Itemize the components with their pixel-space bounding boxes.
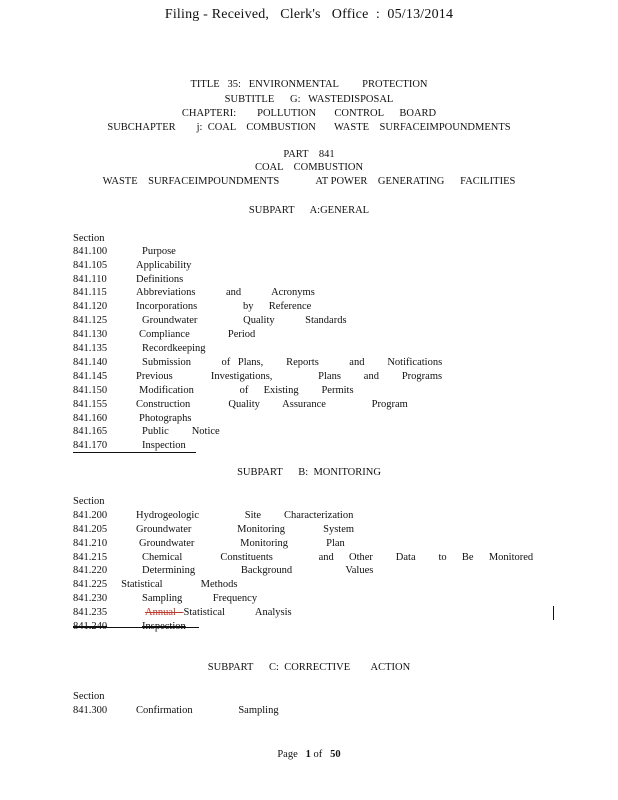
section-title: Purpose [142, 246, 176, 257]
section-number: 841.210 [73, 538, 108, 549]
text-cursor [553, 606, 554, 620]
page-indicator [0, 749, 618, 761]
section-title: Groundwater Monitoring Plan [139, 538, 345, 549]
section-number: 841.110 [73, 274, 107, 285]
section-title: Groundwater Monitoring System [136, 524, 355, 535]
section-number: 841.230 [73, 593, 108, 604]
section-number: 841.115 [73, 287, 107, 298]
section-number: 841.135 [73, 343, 108, 354]
filing-header: Filing - Received, Clerk's Office : 05/13/2014 [164, 7, 454, 22]
subpart-b-heading: SUBPART B: MONITORING [237, 467, 381, 478]
section-title: Statistical Methods [121, 579, 238, 590]
section-title: Groundwater Quality Standards [142, 315, 347, 326]
section-title-amended [145, 607, 292, 619]
section-title: Determining Background Values [142, 565, 374, 576]
section-number: 841.225 [73, 579, 108, 590]
section-title: Applicability [136, 260, 192, 271]
section-title: Inspection [142, 440, 186, 451]
title-line: TITLE 35: ENVIRONMENTAL PROTECTION [190, 79, 428, 90]
section-title: Submission of Plans, Reports and Notifications [142, 357, 443, 368]
part-number: PART 841 [283, 149, 335, 160]
section-title: Hydrogeologic Site Characterization [136, 510, 354, 521]
section-number: 841.170 [73, 440, 108, 451]
section-number: 841.145 [73, 371, 108, 382]
section-number: 841.220 [73, 565, 108, 576]
section-number: 841.120 [73, 301, 108, 312]
section-title: Photographs [139, 413, 192, 424]
page-prefix: Page [277, 749, 306, 760]
section-number: 841.165 [73, 426, 108, 437]
section-title: Public Notice [142, 426, 220, 437]
section-number: 841.150 [73, 385, 108, 396]
section-label: Section [73, 233, 105, 244]
section-row-combined [73, 579, 237, 591]
section-label: Section [73, 691, 105, 702]
section-number: 841.235 [73, 607, 108, 618]
section-title: Abbreviations and Acronyms [136, 287, 315, 298]
section-number: 841.215 [73, 552, 108, 563]
section-number: 841.205 [73, 524, 108, 535]
section-number: 841.105 [73, 260, 108, 271]
subpart-c-heading: SUBPART C: CORRECTIVE ACTION [207, 662, 411, 673]
section-title: Incorporations by Reference [136, 301, 312, 312]
inserted-underline [73, 452, 196, 453]
section-title: Definitions [136, 274, 184, 285]
subtitle-line: SUBTITLE G: WASTEDISPOSAL [224, 94, 394, 105]
deleted-text: Annual [145, 607, 184, 618]
subchapter-line: SUBCHAPTER j: COAL COMBUSTION WASTE SURFACEIMPOUNDMENTS [107, 122, 511, 133]
section-number: 841.300 [73, 705, 108, 716]
section-title: Recordkeeping [142, 343, 206, 354]
subpart-a-heading: SUBPART A:GENERAL [248, 205, 370, 216]
page-total: 50 [330, 749, 341, 760]
section-number: 841.100 [73, 246, 108, 257]
section-title: Confirmation Sampling [136, 705, 279, 716]
section-title: Compliance Period [139, 329, 256, 340]
section-title: Statistical Analysis [183, 607, 292, 618]
section-number: 841.160 [73, 413, 108, 424]
section-title: Previous Investigations, Plans and Programs [136, 371, 443, 382]
section-title: Modification of Existing Permits [139, 385, 354, 396]
section-number: 841.125 [73, 315, 108, 326]
chapter-line: CHAPTERI: POLLUTION CONTROL BOARD [181, 108, 437, 119]
section-label: Section [73, 496, 105, 507]
part-name-line1: COAL COMBUSTION [254, 162, 364, 173]
section-number: 841.200 [73, 510, 108, 521]
page-current: 1 [305, 749, 311, 760]
section-number: 841.140 [73, 357, 108, 368]
section-number: 841.155 [73, 399, 108, 410]
section-title: Construction Quality Assurance Program [136, 399, 408, 410]
section-title: Sampling Frequency [142, 593, 258, 604]
page-mid: of [310, 749, 331, 760]
section-title: Chemical Constituents and Other Data to Be Monitored [142, 552, 534, 563]
part-name-line2: WASTE SURFACEIMPOUNDMENTS AT POWER GENERATING FACILITIES [102, 176, 516, 187]
section-number: 841.130 [73, 329, 108, 340]
strike-line [73, 627, 199, 628]
